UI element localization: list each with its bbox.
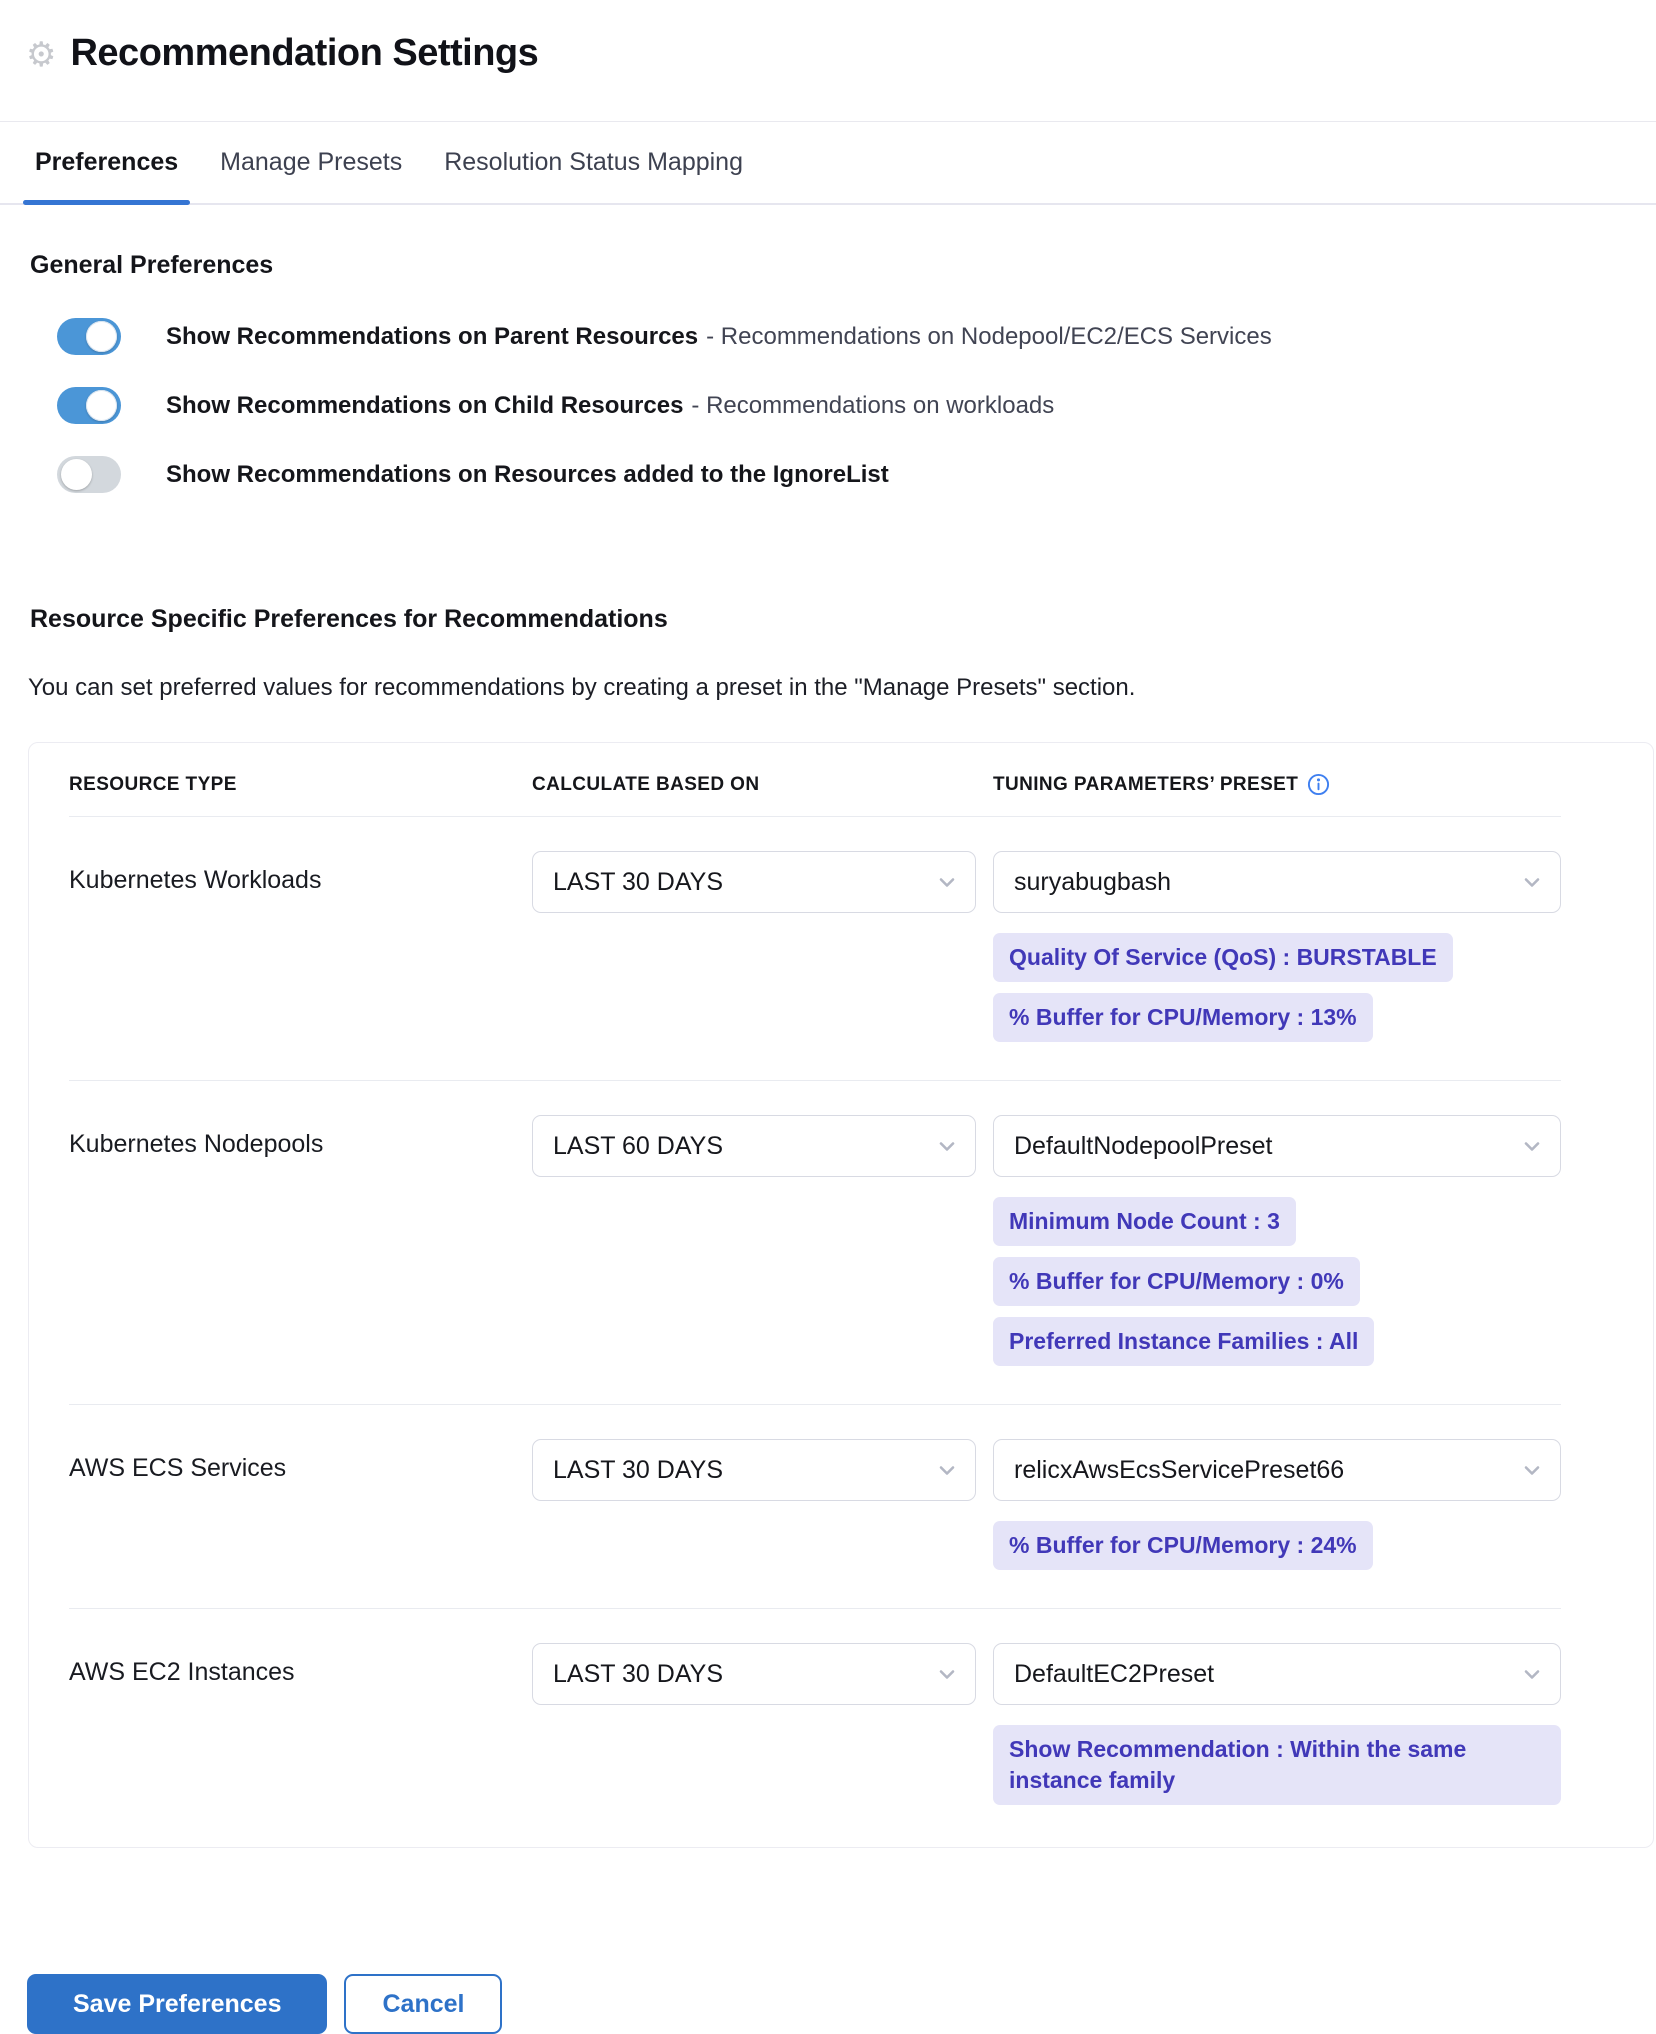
ignorelist-toggle[interactable]: [57, 456, 121, 493]
child-resources-toggle[interactable]: [57, 387, 121, 424]
tuning-preset-select[interactable]: DefaultNodepoolPreset: [993, 1115, 1561, 1177]
preset-parameter-tag: % Buffer for CPU/Memory : 0%: [993, 1257, 1360, 1306]
tuning-preset-select[interactable]: relicxAwsEcsServicePreset66: [993, 1439, 1561, 1501]
toggle-label: Show Recommendations on Resources added to the IgnoreList: [166, 460, 889, 488]
preset-parameter-tag: % Buffer for CPU/Memory : 13%: [993, 993, 1373, 1042]
preset-parameter-tag: Minimum Node Count : 3: [993, 1197, 1296, 1246]
table-row: [69, 1405, 1561, 1609]
table-row: [69, 817, 1561, 1081]
resource-type-label: Kubernetes Nodepools: [69, 1130, 324, 1159]
tuning-preset-select[interactable]: suryabugbash: [993, 851, 1561, 913]
preset-tags: [993, 933, 1561, 1042]
preset-parameter-tag: Quality Of Service (QoS) : BURSTABLE: [993, 933, 1453, 982]
preset-parameter-tag: % Buffer for CPU/Memory : 24%: [993, 1521, 1373, 1570]
chevron-down-icon: [935, 1458, 959, 1482]
resource-preferences-heading: Resource Specific Preferences for Recommendations: [30, 605, 668, 633]
chevron-down-icon: [1520, 1458, 1544, 1482]
toggle-row-child-resources: [57, 387, 1656, 424]
table-row: [69, 1609, 1561, 1847]
general-preferences-heading: General Preferences: [30, 251, 274, 279]
toggle-knob: [61, 459, 92, 490]
calculate-based-on-select[interactable]: LAST 30 DAYS: [532, 1643, 976, 1705]
toggle-row-ignorelist: [57, 456, 1656, 493]
tab-preferences[interactable]: Preferences: [35, 122, 178, 203]
chevron-down-icon: [935, 870, 959, 894]
table-header-row: [69, 743, 1561, 817]
preset-tags: [993, 1197, 1561, 1366]
page-title: Recommendation Settings: [70, 32, 539, 74]
table-row: [69, 1081, 1561, 1405]
column-header-calculate-based-on: CALCULATE BASED ON: [532, 773, 760, 795]
toggle-description: - Recommendations on workloads: [691, 391, 1055, 419]
chevron-down-icon: [1520, 870, 1544, 894]
resource-preferences-table: [28, 742, 1654, 1848]
resource-type-label: AWS ECS Services: [69, 1454, 287, 1483]
resource-preferences-subtext: You can set preferred values for recommendations by creating a preset in the "Manage Presets" section.: [28, 674, 1136, 701]
page-header: [0, 0, 1656, 75]
preset-tags: [993, 1725, 1561, 1805]
resource-type-label: AWS EC2 Instances: [69, 1658, 295, 1687]
cancel-button[interactable]: Cancel: [344, 1974, 502, 2034]
toggle-label: Show Recommendations on Child Resources: [166, 391, 684, 419]
calculate-based-on-select[interactable]: LAST 60 DAYS: [532, 1115, 976, 1177]
column-header-tuning-preset: TUNING PARAMETERS’ PRESET: [993, 773, 1299, 795]
chevron-down-icon: [1520, 1662, 1544, 1686]
save-preferences-button[interactable]: Save Preferences: [27, 1974, 327, 2034]
toggle-list: [57, 318, 1656, 493]
tuning-preset-select[interactable]: DefaultEC2Preset: [993, 1643, 1561, 1705]
column-header-resource-type: RESOURCE TYPE: [69, 773, 237, 795]
footer-actions: [27, 1974, 1656, 2034]
toggle-knob: [86, 390, 117, 421]
toggle-knob: [86, 321, 117, 352]
chevron-down-icon: [1520, 1134, 1544, 1158]
chevron-down-icon: [935, 1134, 959, 1158]
tab-resolution-status-mapping[interactable]: Resolution Status Mapping: [444, 148, 743, 176]
calculate-based-on-select[interactable]: LAST 30 DAYS: [532, 1439, 976, 1501]
tab-manage-presets[interactable]: Manage Presets: [220, 148, 403, 176]
preset-parameter-tag: Preferred Instance Families : All: [993, 1317, 1374, 1366]
toggle-row-parent-resources: [57, 318, 1656, 355]
preset-tags: [993, 1521, 1561, 1570]
toggle-label: Show Recommendations on Parent Resources: [166, 322, 699, 350]
chevron-down-icon: [935, 1662, 959, 1686]
gear-icon: ⚙: [26, 35, 57, 74]
calculate-based-on-select[interactable]: LAST 30 DAYS: [532, 851, 976, 913]
toggle-description: - Recommendations on Nodepool/EC2/ECS Services: [706, 322, 1272, 350]
info-icon[interactable]: [1307, 773, 1330, 796]
parent-resources-toggle[interactable]: [57, 318, 121, 355]
tab-bar: [0, 122, 1656, 205]
resource-type-label: Kubernetes Workloads: [69, 866, 322, 894]
preset-parameter-tag: Show Recommendation : Within the same instance family: [993, 1725, 1561, 1805]
